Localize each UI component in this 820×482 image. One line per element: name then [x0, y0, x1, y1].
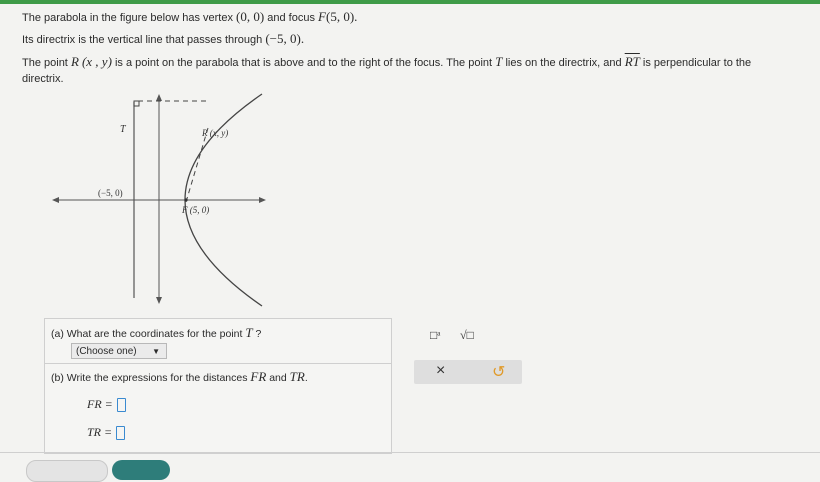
question-a: (a) What are the coordinates for the point T ? — [51, 325, 262, 340]
footer-button-left[interactable] — [26, 460, 108, 482]
footer-button-right[interactable] — [112, 460, 170, 480]
tr-input[interactable] — [116, 426, 125, 440]
footer-divider — [0, 452, 820, 453]
label-neg5: (−5, 0) — [98, 188, 123, 198]
segment-rf — [186, 128, 208, 202]
fr-equation: FR = — [87, 397, 126, 412]
problem-line-3: The point R (x , y) is a point on the parabola that is above and to the right of the focus. The point T lies on the directrix, and $\overline{RT}$ is perpendicular to the — [22, 54, 752, 69]
right-angle-marker — [134, 101, 139, 106]
superscript-tool-button[interactable]: □ᵃ — [430, 328, 441, 342]
y-axis-down-arrow — [156, 297, 162, 304]
focus-point — [184, 198, 187, 201]
x-axis-right-arrow — [259, 197, 266, 203]
label-t: T — [120, 124, 126, 135]
problem-line-1: The parabola in the figure below has vertex (0, 0) and focus F(5, 0). — [22, 9, 358, 24]
action-button-bar — [414, 360, 522, 384]
question-b: (b) Write the expressions for the distances FR and TR. — [51, 369, 308, 384]
undo-button[interactable]: ↺ — [492, 364, 506, 381]
answer-panel — [44, 318, 392, 454]
clear-button[interactable]: × — [436, 362, 446, 379]
coordinates-dropdown[interactable]: (Choose one) ▼ — [71, 343, 167, 359]
sqrt-tool-button[interactable]: √□ — [460, 328, 474, 342]
problem-line-2: Its directrix is the vertical line that passes through (−5, 0). — [22, 31, 305, 46]
label-f: F (5, 0) — [182, 205, 210, 215]
top-accent-bar — [0, 0, 820, 4]
panel-divider — [45, 363, 391, 364]
fr-input[interactable] — [117, 398, 126, 412]
x-axis-left-arrow — [52, 197, 59, 203]
y-axis-up-arrow — [156, 94, 162, 101]
label-r: R (x, y) — [202, 128, 229, 138]
chevron-down-icon: ▼ — [152, 347, 160, 356]
tr-equation: TR = — [87, 425, 125, 440]
parabola-figure — [50, 92, 290, 308]
problem-line-4: directrix. — [22, 73, 64, 85]
